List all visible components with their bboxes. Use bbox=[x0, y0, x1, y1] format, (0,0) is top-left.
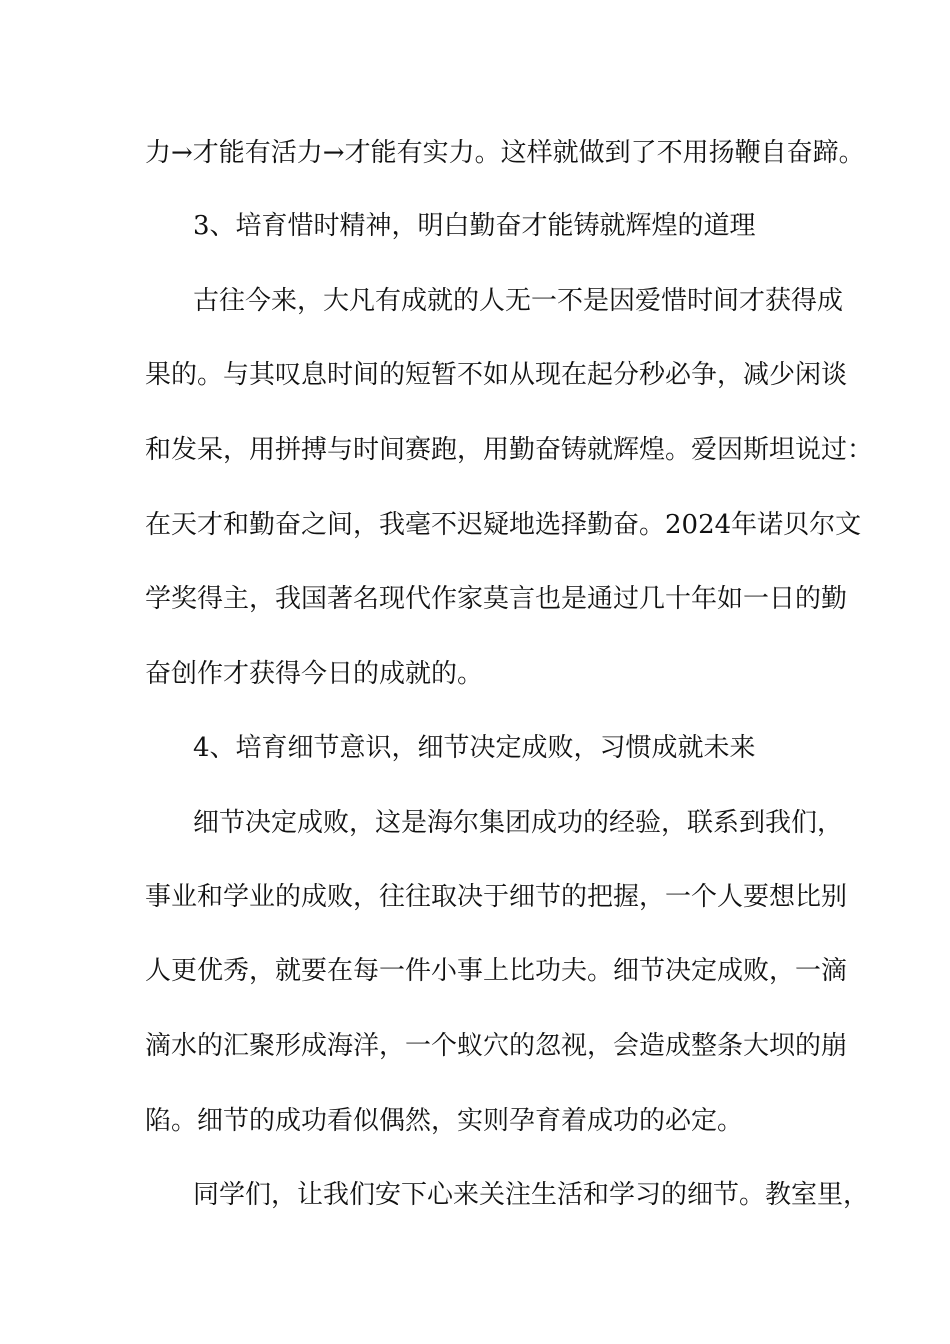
text-line: 陷。细节的成功看似偶然，实则孕育着成功的必定。 bbox=[145, 1106, 744, 1136]
text-line: 学奖得主，我国著名现代作家莫言也是通过几十年如一日的勤 bbox=[145, 584, 848, 614]
text-line: 细节决定成败，这是海尔集团成功的经验，联系到我们， bbox=[193, 808, 844, 838]
text-line: 在天才和勤奋之间，我毫不迟疑地选择勤奋。2024年诺贝尔文 bbox=[145, 510, 862, 540]
section-heading-4: 4、培育细节意识，细节决定成败，习惯成就未来 bbox=[193, 733, 756, 763]
text-line: 古往今来，大凡有成就的人无一不是因爱惜时间才获得成 bbox=[193, 286, 844, 316]
text-line: 奋创作才获得今日的成就的。 bbox=[145, 659, 484, 689]
section-heading-3: 3、培育惜时精神，明白勤奋才能铸就辉煌的道理 bbox=[193, 211, 756, 241]
text-line: 人更优秀，就要在每一件小事上比功夫。细节决定成败，一滴 bbox=[145, 956, 848, 986]
text-line: 同学们，让我们安下心来关注生活和学习的细节。教室里， bbox=[193, 1180, 870, 1210]
text-line: 果的。与其叹息时间的短暂不如从现在起分秒必争，减少闲谈 bbox=[145, 360, 848, 390]
text-line: 事业和学业的成败，往往取决于细节的把握，一个人要想比别 bbox=[145, 882, 848, 912]
text-line: 滴水的汇聚形成海洋，一个蚁穴的忽视，会造成整条大坝的崩 bbox=[145, 1031, 848, 1061]
text-line: 力→才能有活力→才能有实力。这样就做到了不用扬鞭自奋蹄。 bbox=[145, 138, 865, 168]
text-line: 和发呆，用拼搏与时间赛跑，用勤奋铸就辉煌。爱因斯坦说过： bbox=[145, 435, 874, 465]
